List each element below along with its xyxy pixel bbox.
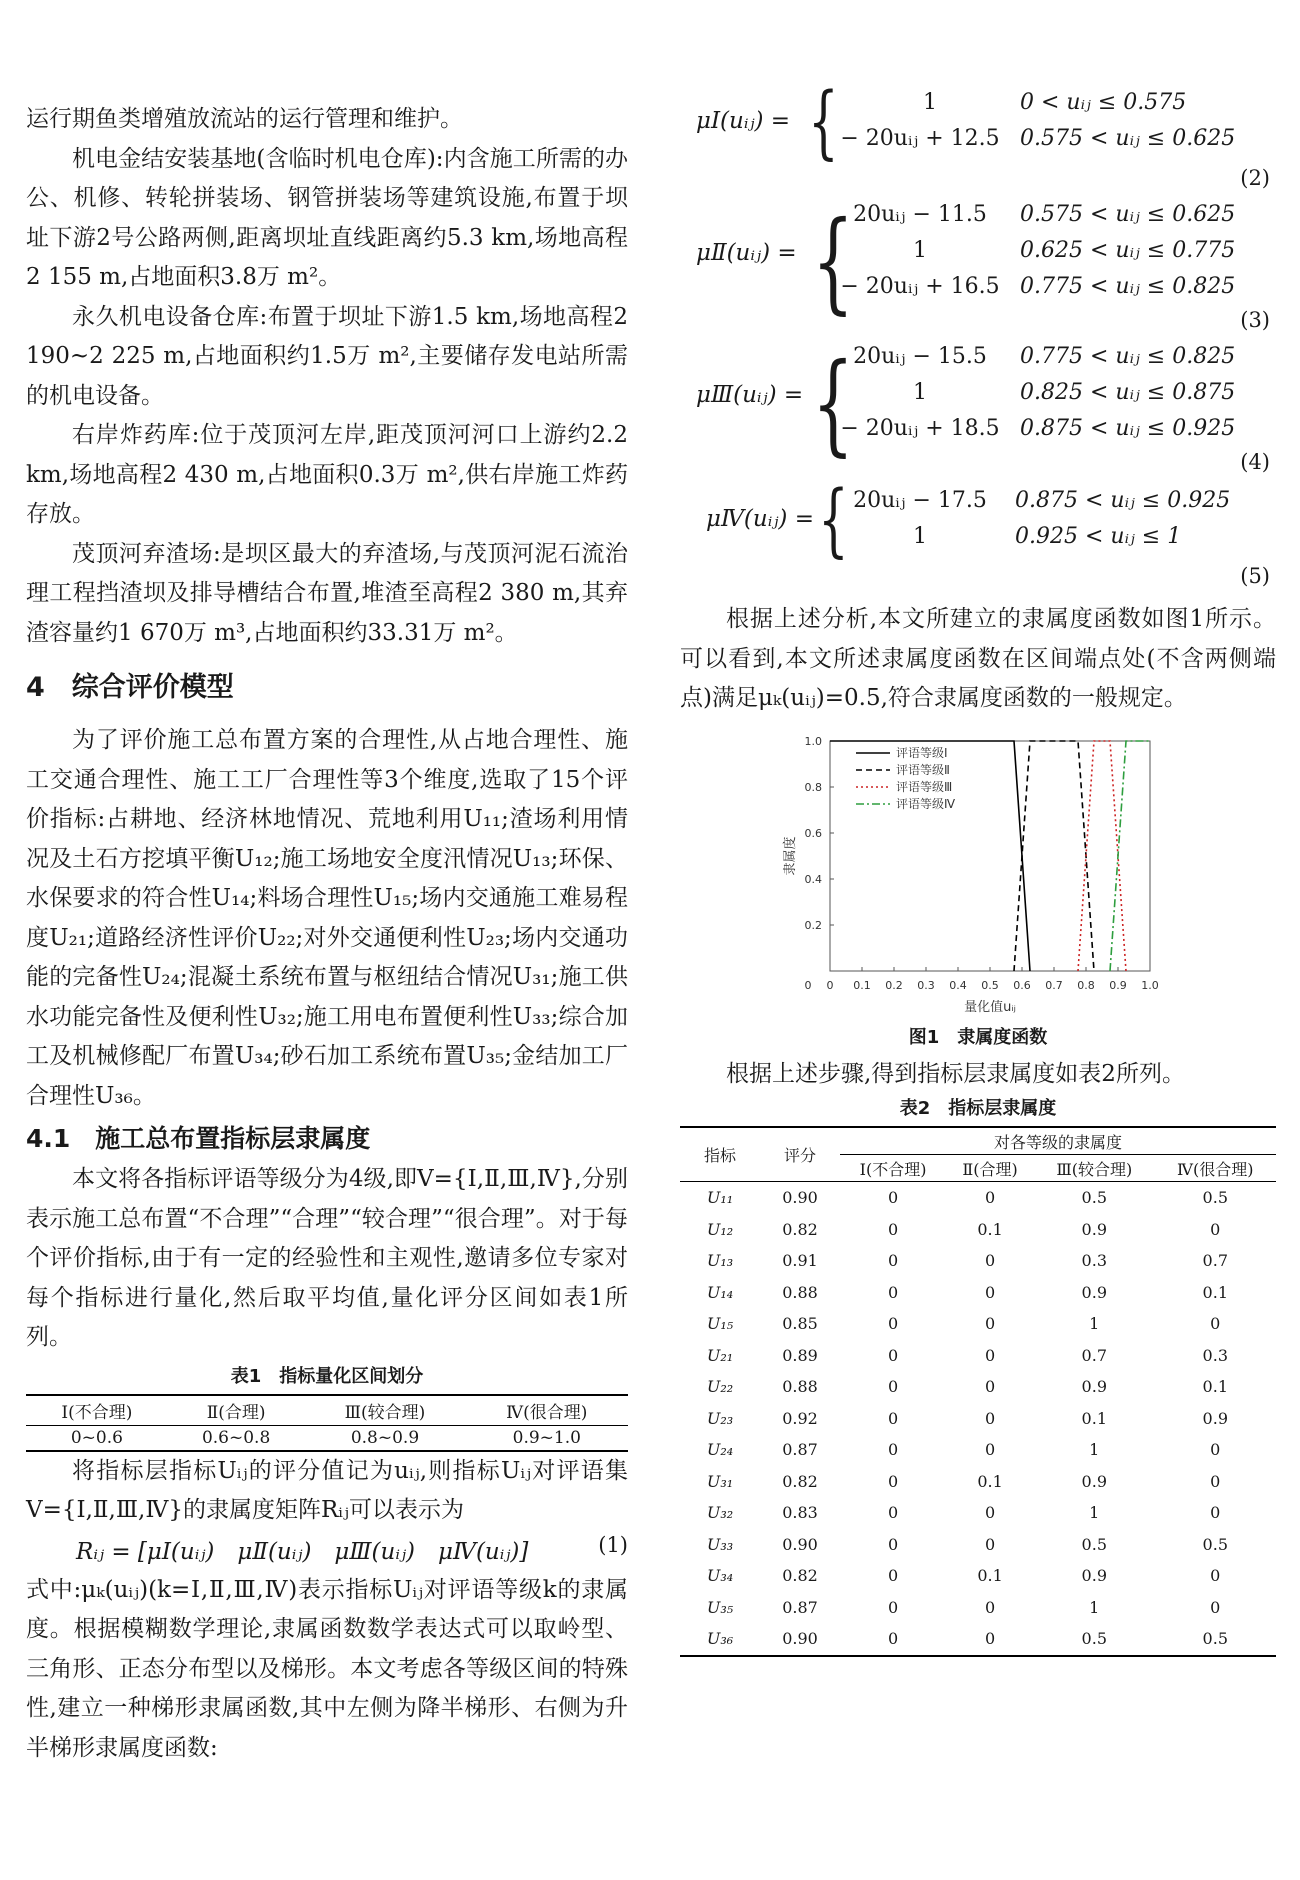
table1-header: Ⅱ(合理) <box>168 1395 305 1426</box>
table2-cell: 0.7 <box>1202 1251 1228 1271</box>
table2-indicator: U₁₁ <box>706 1188 734 1208</box>
case-cond: 0.875 < uᵢⱼ ≤ 0.925 <box>1015 488 1231 513</box>
table2-cell: 0 <box>984 1251 996 1271</box>
equation-number: (5) <box>1240 564 1270 588</box>
table2-cell: 0 <box>984 1377 996 1397</box>
equation-number: (2) <box>1240 166 1270 190</box>
table2-cell: 0.1 <box>977 1219 1003 1239</box>
table2-cell: 0 <box>984 1408 996 1428</box>
table2-indicator: U₃₂ <box>706 1503 734 1523</box>
table-row <box>680 1214 1276 1246</box>
table2-cell: 0 <box>946 1623 1034 1656</box>
table2-cell: 0 <box>1210 1219 1221 1239</box>
table2-cell: 0 <box>984 1440 996 1460</box>
case-cond: 0.875 < uᵢⱼ ≤ 0.925 <box>1020 416 1236 441</box>
table2-cell: 0.9 <box>1081 1566 1107 1586</box>
table2-cell: 0.9 <box>1081 1377 1107 1397</box>
table2-header-level: Ⅱ(合理) <box>946 1155 1034 1182</box>
table2-indicator: U₁₄ <box>706 1282 734 1302</box>
equation-label: μⅡ(uᵢⱼ) = <box>696 240 797 266</box>
x-tick-label: 0.6 <box>1013 978 1031 992</box>
table2-cell: 0.5 <box>1202 1188 1228 1208</box>
table2-cell: 0.9 <box>1081 1219 1107 1239</box>
table2-cell: 0.85 <box>782 1314 818 1334</box>
table-row <box>26 1425 628 1451</box>
table2-cell: 0.87 <box>782 1440 818 1460</box>
table2-cell: 1 <box>1089 1597 1100 1617</box>
section-heading: 4 综合评价模型 <box>26 672 234 703</box>
y-tick-label: 0.4 <box>804 872 822 886</box>
paragraph: 右岸炸药库:位于茂顶河左岸,距茂顶河河口上游约2.2 km,场地高程2 430 m,占地面积0.3万 m²,供右岸施工炸药存放。 <box>26 422 628 527</box>
table2-header-level: Ⅲ(较合理) <box>1034 1155 1155 1182</box>
figure-1 <box>680 725 1276 1019</box>
equation-1-body: Rᵢⱼ = [μⅠ(uᵢⱼ) μⅡ(uᵢⱼ) μⅢ(uᵢⱼ) μⅣ(uᵢⱼ)] <box>76 1538 529 1565</box>
table2-cell: 0.9 <box>1081 1282 1107 1302</box>
x-tick-label: 0.5 <box>981 978 999 992</box>
case-expr: − 20uᵢⱼ + 12.5 <box>840 126 1000 151</box>
table2-cell: 0 <box>984 1534 996 1554</box>
table2-header-group: 对各等级的隶属度 <box>840 1127 1276 1155</box>
table2-indicator: U₂₂ <box>706 1377 734 1397</box>
table1-cell: 0.9~1.0 <box>466 1425 628 1451</box>
table2-indicator: U₂₁ <box>706 1345 734 1365</box>
case-expr: 20uᵢⱼ − 11.5 <box>853 202 987 227</box>
plot-frame <box>830 741 1150 971</box>
table2-cell: 0 <box>887 1566 899 1586</box>
case-expr: 20uᵢⱼ − 17.5 <box>853 488 987 513</box>
x-tick-label: 0.1 <box>853 978 871 992</box>
brace: { <box>812 339 854 467</box>
table-row <box>680 1623 1276 1656</box>
table-row <box>680 1277 1276 1309</box>
table2-cell: 0.5 <box>1155 1623 1276 1656</box>
table2-indicator: U₂₄ <box>706 1440 734 1460</box>
left-column <box>26 100 628 1768</box>
table2-indicator: U₃₅ <box>706 1597 734 1617</box>
table-row <box>680 1340 1276 1372</box>
table2-cell: 0 <box>887 1282 899 1302</box>
subsection-heading: 4.1 施工总布置指标层隶属度 <box>26 1124 371 1153</box>
x-tick-label: 0.4 <box>949 978 967 992</box>
equation-5 <box>680 473 1276 594</box>
table2-cell: 0.1 <box>977 1566 1003 1586</box>
table2-cell: 0.82 <box>782 1471 818 1491</box>
table-row <box>680 1182 1276 1214</box>
brace: { <box>812 197 854 325</box>
table2-indicator: U₃₁ <box>706 1471 734 1491</box>
case-expr: 1 <box>913 238 927 263</box>
table2-cell: 0 <box>1210 1471 1221 1491</box>
table2-indicator: U₁₃ <box>706 1251 734 1271</box>
table2-cell: 0.5 <box>1202 1534 1228 1554</box>
table2-cell: 0.7 <box>1081 1345 1107 1365</box>
table2-cell: 0.9 <box>1202 1408 1228 1428</box>
table2-cell: 0.90 <box>760 1623 840 1656</box>
table2-indicator: U₃₆ <box>680 1623 760 1656</box>
table2-cell: 1 <box>1089 1314 1100 1334</box>
table2-cell: 0 <box>887 1314 899 1334</box>
table1-caption: 表1 指标量化区间划分 <box>230 1365 424 1387</box>
figure1-caption: 图1 隶属度函数 <box>908 1026 1048 1048</box>
table2-cell: 0.90 <box>782 1188 818 1208</box>
table2-cell: 0.5 <box>1081 1188 1107 1208</box>
series-line-4 <box>1110 741 1150 971</box>
y-tick-label: 0.8 <box>804 780 822 794</box>
table2-cell: 0 <box>887 1534 899 1554</box>
table2-cell: 0 <box>840 1623 946 1656</box>
case-expr: − 20uᵢⱼ + 18.5 <box>840 416 1000 441</box>
y-zero-label: 0 <box>804 978 812 992</box>
paragraph: 永久机电设备仓库:布置于坝址下游1.5 km,场地高程2 190~2 225 m,占地面积约1.5万 m²,主要储存发电站所需的机电设备。 <box>26 303 628 409</box>
table2-cell: 0.87 <box>782 1597 818 1617</box>
paragraph: 茂顶河弃渣场:是坝区最大的弃渣场,与茂顶河泥石流治理工程挡渣坝及排导槽结合布置,堆渣至高程2 380 m,其弃渣容量约1 670万 m³,占地面积约33.31万 m²。 <box>26 540 628 646</box>
table2-cell: 0.5 <box>1081 1534 1107 1554</box>
legend-label: 评语等级Ⅳ <box>896 796 956 811</box>
table2-cell: 0 <box>1210 1503 1221 1523</box>
case-expr: 1 <box>913 524 927 549</box>
table2-cell: 0 <box>984 1188 996 1208</box>
paragraph: 式中:μₖ(uᵢⱼ)(k=Ⅰ,Ⅱ,Ⅲ,Ⅳ)表示指标Uᵢⱼ对评语等级k的隶属度。根据模糊数学理论,隶属函数数学表达式可以取岭型、三角形、正态分布型以及梯形。本文考虑各等级区间的特殊性,建立一种梯形隶属函数,其中左侧为降半梯形、右侧为升半梯形隶属度函数: <box>26 1576 628 1761</box>
equation-number: (3) <box>1240 308 1270 332</box>
table2-cell: 0 <box>984 1597 996 1617</box>
table2-cell: 0 <box>887 1345 899 1365</box>
equation-1 <box>26 1531 628 1571</box>
table2-cell: 0 <box>887 1503 899 1523</box>
table2-indicator: U₃₄ <box>706 1566 734 1586</box>
legend-label: 评语等级Ⅱ <box>896 762 950 777</box>
table2-cell: 0.1 <box>1202 1282 1228 1302</box>
case-expr: 1 <box>913 380 927 405</box>
table2-cell: 0.82 <box>782 1219 818 1239</box>
case-cond: 0.575 < uᵢⱼ ≤ 0.625 <box>1020 126 1236 151</box>
paragraph: 本文将各指标评语等级分为4级,即V={Ⅰ,Ⅱ,Ⅲ,Ⅳ},分别表示施工总布置“不合理”“合理”“较合理”“很合理”。对于每个评价指标,由于有一定的经验性和主观性,邀请多位专家对每个指标进行量化,然后取平均值,量化评分区间如表1所列。 <box>26 1166 628 1350</box>
equation-label: μⅢ(uᵢⱼ) = <box>696 382 804 408</box>
case-cond: 0.575 < uᵢⱼ ≤ 0.625 <box>1020 202 1236 227</box>
table2-cell: 0 <box>1210 1314 1221 1334</box>
table-row <box>680 1529 1276 1561</box>
table2-indicator: U₃₃ <box>706 1534 734 1554</box>
table2-cell: 0 <box>887 1597 899 1617</box>
table1-cell: 0.6~0.8 <box>168 1425 305 1451</box>
table2-cell: 0.5 <box>1034 1623 1155 1656</box>
table2-indicator: U₁₅ <box>706 1314 734 1334</box>
x-tick-label: 0.8 <box>1077 978 1095 992</box>
table2-cell: 1 <box>1089 1440 1100 1460</box>
case-cond: 0.925 < uᵢⱼ ≤ 1 <box>1015 524 1182 549</box>
table2-header-level: Ⅰ(不合理) <box>840 1155 946 1182</box>
case-cond: 0.775 < uᵢⱼ ≤ 0.825 <box>1020 274 1236 299</box>
paragraph: 根据上述分析,本文所建立的隶属度函数如图1所示。可以看到,本文所述隶属度函数在区间端点处(不含两侧端点)满足μₖ(uᵢⱼ)=0.5,符合隶属度函数的一般规定。 <box>680 606 1276 711</box>
table2-cell: 0 <box>887 1251 899 1271</box>
equation-label: μⅠ(uᵢⱼ) = <box>696 108 791 134</box>
table2-header-score: 评分 <box>760 1127 840 1182</box>
series-line-2 <box>1014 741 1094 971</box>
table2-caption: 表2 指标层隶属度 <box>899 1098 1057 1119</box>
table2-cell: 0.3 <box>1202 1345 1228 1365</box>
table2-cell: 0.9 <box>1081 1471 1107 1491</box>
table2-cell: 0.82 <box>782 1566 818 1586</box>
case-expr: 1 <box>923 90 937 115</box>
table-row <box>680 1497 1276 1529</box>
table2-cell: 0 <box>984 1503 996 1523</box>
table2-cell: 0.89 <box>782 1345 818 1365</box>
table1-header: Ⅰ(不合理) <box>26 1395 168 1426</box>
table2-indicator: U₂₃ <box>706 1408 734 1428</box>
membership-chart <box>680 725 1276 1015</box>
table1 <box>26 1394 628 1452</box>
paragraph: 将指标层指标Uᵢⱼ的评分值记为uᵢⱼ,则指标Uᵢⱼ对评语集V={Ⅰ,Ⅱ,Ⅲ,Ⅳ}的隶属度矩阵Rᵢⱼ可以表示为 <box>26 1457 628 1523</box>
paragraph: 为了评价施工总布置方案的合理性,从占地合理性、施工交通合理性、施工工厂合理性等3个维度,选取了15个评价指标:占耕地、经济林地情况、荒地利用U₁₁;渣场利用情况及土石方挖填平衡U₁₂;施工场地安全度汛情况U₁₃;环保、水保要求的符合性U₁₄;料场合理性U₁₅;场内交通施工难易程度U₂₁;道路经济性评价U₂₂;对外交通便利性U₂₃;场内交通功能的完备性U₂₄;混凝土系统布置与枢纽结合情况U₃₁;施工供水功能完备性及便利性U₃₂;施工用电布置便利性U₃₃;综合加工及机械修配厂布置U₃₄;砂石加工系统布置U₃₅;金结加工厂合理性U₃₆。 <box>26 727 628 1109</box>
x-tick-label: 0.3 <box>917 978 935 992</box>
x-tick-label: 0.2 <box>885 978 903 992</box>
table1-header: Ⅲ(较合理) <box>304 1395 465 1426</box>
table-row <box>680 1371 1276 1403</box>
y-tick-label: 1.0 <box>804 734 822 748</box>
x-tick-label: 0.9 <box>1109 978 1127 992</box>
equation-number: (4) <box>1240 450 1270 474</box>
table2-cell: 0 <box>887 1377 899 1397</box>
case-cond: 0.825 < uᵢⱼ ≤ 0.875 <box>1020 380 1236 405</box>
y-tick-label: 0.2 <box>804 918 822 932</box>
x-tick-label: 1.0 <box>1141 978 1159 992</box>
table2-cell: 0.90 <box>782 1534 818 1554</box>
table2-cell: 0 <box>984 1314 996 1334</box>
equation-2 <box>680 75 1276 196</box>
equation-3 <box>680 197 1276 338</box>
table2-cell: 0.88 <box>782 1282 818 1302</box>
table-row <box>680 1560 1276 1592</box>
case-cond: 0.775 < uᵢⱼ ≤ 0.825 <box>1020 344 1236 369</box>
table2-cell: 0.1 <box>977 1471 1003 1491</box>
table1-header: Ⅳ(很合理) <box>466 1395 628 1426</box>
brace: { <box>818 473 849 566</box>
case-expr: 20uᵢⱼ − 15.5 <box>853 344 987 369</box>
table-row <box>680 1308 1276 1340</box>
y-tick-label: 0.6 <box>804 826 822 840</box>
table1-cell: 0.8~0.9 <box>304 1425 465 1451</box>
table2-cell: 0 <box>1210 1440 1221 1460</box>
table2-cell: 0 <box>887 1219 899 1239</box>
brace: { <box>808 75 839 168</box>
paragraph: 根据上述步骤,得到指标层隶属度如表2所列。 <box>726 1060 1185 1087</box>
case-cond: 0 < uᵢⱼ ≤ 0.575 <box>1020 90 1187 115</box>
table2-cell: 0 <box>887 1188 899 1208</box>
paragraph: 运行期鱼类增殖放流站的运行管理和维护。 <box>26 106 463 132</box>
y-axis-label: 隶属度 <box>783 835 798 876</box>
table2-cell: 0.1 <box>1081 1408 1107 1428</box>
table2-cell: 0 <box>1210 1566 1221 1586</box>
table2-cell: 0.88 <box>782 1377 818 1397</box>
table2-header-level: Ⅳ(很合理) <box>1155 1155 1276 1182</box>
legend-label: 评语等级Ⅲ <box>896 779 953 794</box>
case-cond: 0.625 < uᵢⱼ ≤ 0.775 <box>1020 238 1236 263</box>
table-row <box>680 1592 1276 1624</box>
table-row <box>680 1434 1276 1466</box>
table2-cell: 0 <box>984 1282 996 1302</box>
table2-header-indicator: 指标 <box>680 1127 760 1182</box>
table-row <box>680 1466 1276 1498</box>
legend-label: 评语等级Ⅰ <box>896 745 948 760</box>
equation-label: μⅣ(uᵢⱼ) = <box>706 506 814 532</box>
table2-cell: 1 <box>1089 1503 1100 1523</box>
table2-cell: 0 <box>984 1345 996 1365</box>
right-column <box>680 75 1276 1657</box>
x-axis-label: 量化值uᵢⱼ <box>964 999 1016 1015</box>
table2 <box>680 1126 1276 1657</box>
x-tick-label: 0 <box>826 978 834 992</box>
x-tick-label: 0.7 <box>1045 978 1063 992</box>
table2-cell: 0 <box>887 1408 899 1428</box>
table-row <box>680 1245 1276 1277</box>
table1-cell: 0~0.6 <box>26 1425 168 1451</box>
paragraph: 机电金结安装基地(含临时机电仓库):内含施工所需的办公、机修、转轮拼装场、钢管拼装场等建筑设施,布置于坝址下游2号公路两侧,距离坝址直线距离约5.3 km,场地高程2 155 m,占地面积3.8万 m²。 <box>26 145 628 290</box>
equation-number: (1) <box>598 1532 628 1557</box>
table2-cell: 0 <box>1210 1597 1221 1617</box>
table2-cell: 0.3 <box>1081 1251 1107 1271</box>
case-expr: − 20uᵢⱼ + 16.5 <box>840 274 1000 299</box>
table2-cell: 0.1 <box>1202 1377 1228 1397</box>
table2-indicator: U₁₂ <box>706 1219 734 1239</box>
table2-cell: 0.83 <box>782 1503 818 1523</box>
table-row <box>680 1403 1276 1435</box>
equation-4 <box>680 339 1276 480</box>
table2-cell: 0.92 <box>782 1408 818 1428</box>
table2-cell: 0.91 <box>782 1251 818 1271</box>
table2-cell: 0 <box>887 1471 899 1491</box>
table2-cell: 0 <box>887 1440 899 1460</box>
